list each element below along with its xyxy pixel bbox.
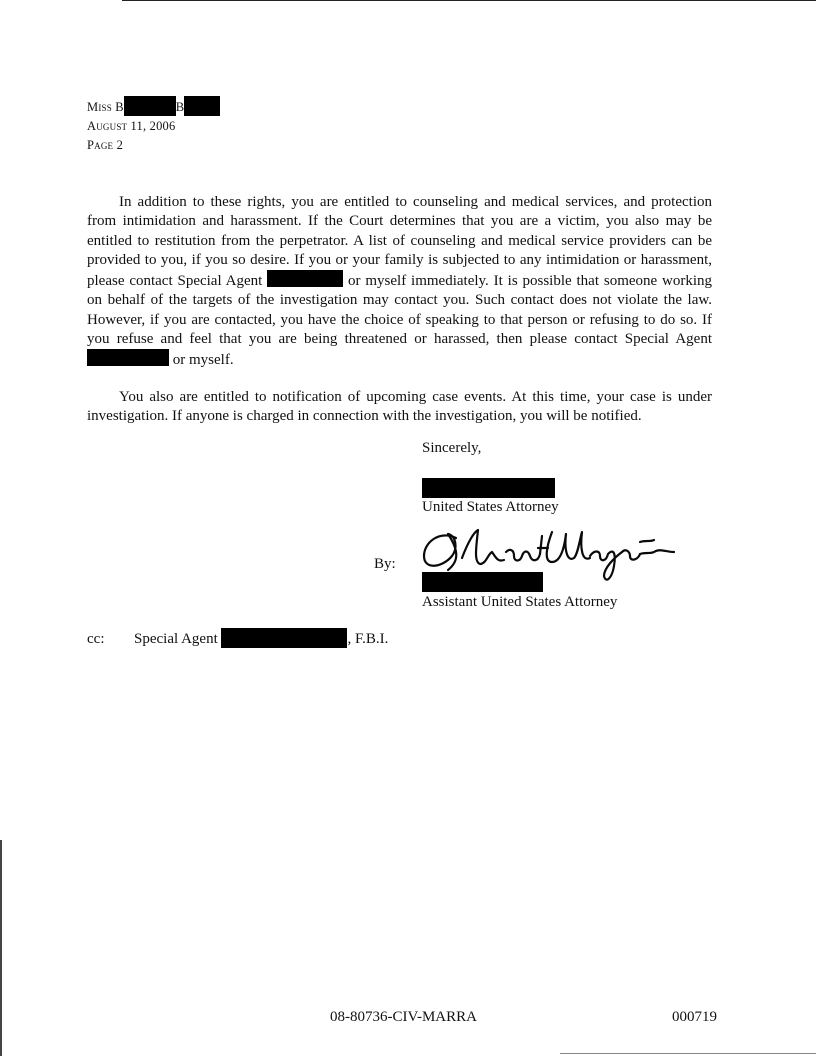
ausa-title: Assistant United States Attorney [422,594,618,610]
redaction-block [87,349,169,366]
scan-edge-bottom [560,1053,816,1054]
paragraph-1-part-b: or myself immediately. It is possible that someone working on behalf of the targets of the investigation may contact you. Such contact does not violate the law. However, if you are contacted, you have the choice of speaking to that person or refusing to do so. If you refuse and feel that you are being threatened or harassed, then please contact Special Agent [87,273,713,348]
paragraph-1-part-c: or myself. [172,352,234,369]
letter-body [87,193,712,443]
sincerely-text: Sincerely, [422,440,482,456]
redaction-block [124,96,176,116]
body-paragraph-1 [87,193,712,371]
date-line [87,117,220,136]
paragraph-1-part-a: In addition to these rights, you are entitled to counseling and medical services, and protection from intimidation and harassment. If the Court determines that you are a victim, you also may be entitled to restitution from the perpetrator. A list of counseling and medical service providers can be provided to you, if you so desire. If you or your family is subjected to any intimidation or harassment, please contact Special Agent [87,194,712,290]
scan-edge-left [0,840,2,1056]
page-number: Page 2 [87,138,124,152]
cc-suffix: , F.B.I. [347,631,389,647]
redaction-block [184,96,220,116]
page-line [87,136,220,155]
by-label: By: [374,556,396,572]
letter-date: August 11, 2006 [87,119,176,133]
recipient-suffix: B [175,100,185,114]
letter-header [87,96,220,155]
cc-prefix: Special Agent [134,631,218,647]
handwritten-signature [418,518,678,593]
bates-number: 000719 [672,1009,717,1025]
us-attorney-title: United States Attorney [422,499,559,515]
redaction-block [422,478,555,498]
redaction-block [267,270,343,287]
redaction-block [221,628,347,648]
cc-line [87,628,388,648]
body-paragraph-2: You also are entitled to notification of upcoming case events. At this time, your case is under investigation. If anyone is charged in connection with the investigation, you will be notified. [87,388,712,424]
recipient-prefix: Miss B [87,100,124,114]
case-number: 08-80736-CIV-MARRA [330,1009,477,1025]
cc-label: cc: [87,631,105,647]
scan-edge-top [122,0,816,1]
recipient-line [87,96,220,117]
